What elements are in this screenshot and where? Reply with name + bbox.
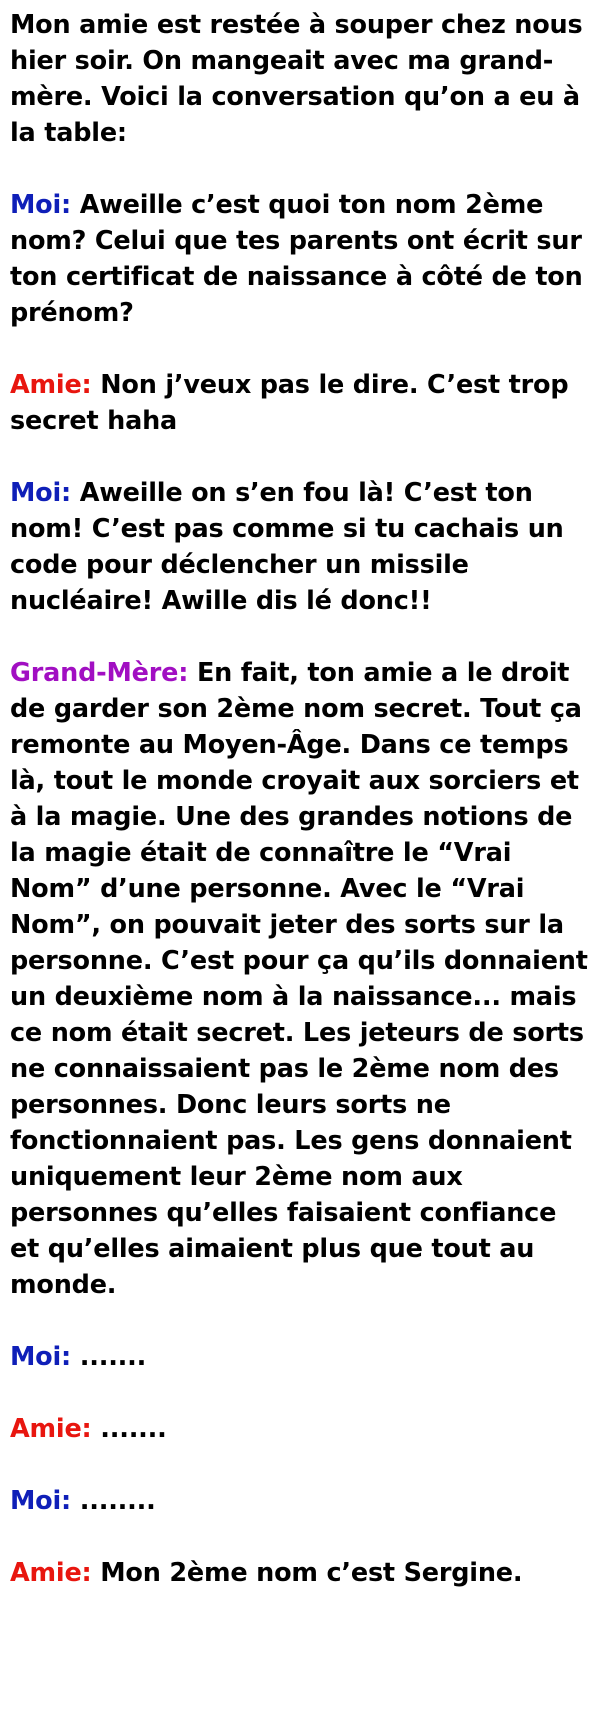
dialogue-text: ....... [100,1414,167,1444]
speaker-label: Moi: [10,1486,72,1516]
speaker-label: Moi: [10,190,72,220]
speaker-label: Moi: [10,478,72,508]
dialogue-text: ....... [79,1342,147,1372]
dialogue-text: Aweille on s’en fou là! C’est ton nom! C’est pas comme si tu cachais un code pour déclencher un missile nucléaire! Awille dis lé donc!! [10,478,564,616]
dialogue-line [10,475,592,619]
dialogue-text: Aweille c’est quoi ton nom 2ème nom? Celui que tes parents ont écrit sur ton certificat de naissance à côté de ton prénom? [10,190,583,328]
speaker-label: Amie: [10,1414,92,1444]
dialogue-line [10,1339,592,1375]
speaker-label: Amie: [10,370,92,400]
dialogue-text: En fait, ton amie a le droit de garder son 2ème nom secret. Tout ça remonte au Moyen-Âge. Dans ce temps là, tout le monde croyait aux sorciers et à la magie. Une des grandes notions de la magie était de connaître le “Vrai Nom” d’une personne. Avec le “Vrai Nom”, on pouvait jeter des sorts sur la personne. C’est pour ça qu’ils donnaient un deuxième nom à la naissance... mais ce nom était secret. Les jeteurs de sorts ne connaissaient pas le 2ème nom des personnes. Donc leurs sorts ne fonctionnaient pas. Les gens donnaient uniquement leur 2ème nom aux personnes qu’elles faisaient confiance et qu’elles aimaient plus que tout au monde. [10,658,588,1300]
dialogue-text: Non j’veux pas le dire. C’est trop secret haha [10,370,569,436]
speaker-label: Amie: [10,1558,92,1588]
speaker-label: Grand-Mère: [10,658,189,688]
dialogue-line [10,655,592,1303]
speaker-label: Moi: [10,1342,72,1372]
dialogue-text: ........ [79,1486,156,1516]
dialogue-line [10,1555,592,1591]
dialogue-line [10,367,592,439]
dialogue-text: Mon 2ème nom c’est Sergine. [100,1558,523,1588]
dialogue-line [10,1483,592,1519]
dialogue-line [10,187,592,331]
intro-paragraph: Mon amie est restée à souper chez nous hier soir. On mangeait avec ma grand-mère. Voici la conversation qu’on a eu à la table: [10,10,583,148]
dialogue-line [10,1411,592,1447]
